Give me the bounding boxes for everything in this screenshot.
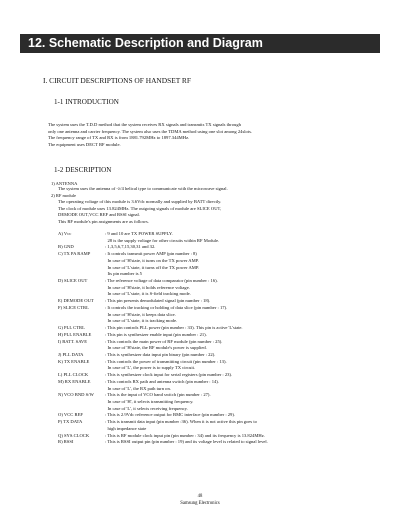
introduction-heading: 1-1 INTRODUCTION [54, 98, 119, 106]
pin-row [58, 285, 268, 292]
pin-row [58, 291, 268, 298]
pin-row [58, 379, 268, 386]
signal-name-spacer [58, 318, 105, 325]
signal-name: J) PLL DATA [58, 351, 84, 357]
pin-row [58, 258, 268, 265]
pin-row [58, 359, 268, 366]
pin-row [58, 365, 268, 372]
pin-row [58, 271, 268, 278]
signal-name: M) RX ENABLE [58, 378, 91, 384]
signal-name: E) DEMODE OUT [58, 298, 94, 304]
signal-description: : This pin presents demodulated signal (pin number : 18). [105, 298, 211, 304]
signal-name: D) SLICE OUT [58, 278, 88, 284]
pin-row [58, 345, 268, 352]
pin-row [58, 305, 268, 312]
signal-description: : This is RF module clock input pin (pin number : 34) and its frequency is 13.824MHz. [105, 432, 265, 438]
signal-description: : This is synthesizer data input pin binary (pin number : 22). [105, 351, 216, 357]
signal-name-spacer [58, 271, 105, 278]
signal-name: C) TX PA RAMP [58, 251, 91, 257]
text-line: DEMODE OUT,VCC REF and RSSI signal. [58, 212, 140, 218]
pin-row [58, 298, 268, 305]
signal-name-spacer [58, 312, 105, 319]
signal-name-spacer [58, 406, 105, 413]
signal-description: : 9 and 10 are TX POWER SUPPLY. [105, 231, 173, 236]
signal-description: : 1,3,5,6,7,15,30,31 and 32. [105, 244, 156, 250]
signal-description: In case of 'H'state, it holds reference voltage. [107, 284, 190, 290]
pin-assignment-table [58, 231, 268, 446]
signal-description: : This pin controls PLL power (pin number : 33). This pin is active 'L'state. [105, 325, 243, 331]
signal-name: N) VCO BND S/W [58, 392, 94, 398]
pin-row [58, 251, 268, 258]
signal-name-spacer [58, 365, 105, 372]
page-number: 48 [197, 494, 203, 499]
pin-row [58, 244, 268, 251]
text-line: The clock of module uses 13.824MHz. The outgoing signals of module are SLICE OUT, [58, 205, 222, 211]
signal-name-spacer [58, 345, 105, 352]
text-line: The operating voltage of this module is 3.6Vdc normally and supplied by BATT directly. [58, 199, 222, 204]
signal-name-spacer [58, 238, 105, 245]
introduction-text [48, 122, 252, 148]
signal-name: K) TX ENABLE [58, 358, 90, 364]
signal-name: L) PLL CLOCK [58, 372, 89, 378]
signal-description: : This is the input of VCO band switch (pin number : 27). [105, 392, 211, 398]
signal-name: R) RSSI [58, 439, 74, 445]
signal-description: In case of 'L'state, it is S-field tracking mode. [107, 291, 191, 297]
signal-name: Q) SYS.CLOCK [58, 432, 90, 438]
antenna-text: The system uses the antenna of -λ/4 helical type to communicate with the microwave signal. [58, 186, 228, 191]
signal-name: O) VCC REF [58, 412, 83, 418]
pin-row [58, 412, 268, 419]
text-line: only one antenna and carrier frequency. The system also uses the TDMA method using one slot among 24slots. [48, 128, 253, 134]
pin-row [58, 372, 268, 379]
pin-row [58, 419, 268, 426]
signal-description: In case of 'L'state, it turns off the TX power AMP. [107, 264, 200, 270]
pin-row [58, 352, 268, 359]
signal-description: : This controls the power of transmitting circuit (pin number : 13). [105, 358, 227, 364]
signal-description: : This controls RX path and antenna switch (pin number : 14). [105, 378, 219, 384]
signal-name: G) PLL CTRL [58, 325, 85, 331]
signal-name: B) GND [58, 244, 74, 250]
text-line: The system uses the T.D.D method that the system receives RX signals and transmits TX signals through [48, 122, 241, 127]
signal-description: : This is 2.9Vdc reference output for BMC interface (pin number : 29). [105, 412, 236, 418]
pin-row [58, 265, 268, 272]
signal-name: A) Vcc [58, 231, 72, 236]
pin-row [58, 238, 268, 245]
signal-name-spacer [58, 265, 105, 272]
signal-name: P) TX DATA [58, 419, 83, 425]
signal-description: In case of 'L', the RX path turn on. [107, 385, 171, 391]
signal-description: high impedance state [107, 425, 147, 431]
signal-description: 28 is the supply voltage for other circuits within RF Module. [107, 237, 220, 243]
pin-row [58, 433, 268, 440]
signal-description: : It controls the tracking or holding of data slice (pin number : 17). [105, 304, 228, 310]
pin-row [58, 278, 268, 285]
pin-row [58, 399, 268, 406]
signal-name: H) PLL ENABLE [58, 331, 92, 337]
pin-row [58, 339, 268, 346]
signal-name: F) SLICE CTRL [58, 304, 89, 310]
footer-company: Samsung Electronics [180, 501, 220, 506]
signal-description: Its pin number is 5 [107, 271, 142, 277]
antenna-title: 1) ANTENNA [51, 181, 78, 186]
signal-description: : This pin is synthesizer enable input (pin number : 21). [105, 331, 207, 337]
signal-description: In case of 'L', it selects receiving frequency. [107, 405, 188, 411]
pin-row [58, 312, 268, 319]
pin-row [58, 325, 268, 332]
pin-row [58, 231, 268, 238]
signal-description: : This controls the main power of RF module (pin number : 25). [105, 338, 223, 344]
signal-name-spacer [58, 285, 105, 292]
pin-row [58, 439, 268, 446]
pin-row [58, 426, 268, 433]
text-line: The frequency range of TX and RX is from 1881.792MHz to 1897.344MHz. [48, 135, 190, 141]
pin-row [58, 392, 268, 399]
pin-row [58, 406, 268, 413]
signal-name-spacer [58, 258, 105, 265]
text-line: The equipment uses DECT RF module. [48, 141, 121, 147]
signal-description: : It controls transmit power AMP (pin number : 8) [105, 251, 197, 257]
signal-description: : This is synthesizer clock input for serial registers (pin number : 23). [105, 372, 233, 378]
signal-name-spacer [58, 399, 105, 406]
signal-description: In case of 'H'state, it turns on the TX power AMP. [107, 257, 199, 263]
pin-assignment-intro: This RF module's pin assignments are as follows. [58, 219, 149, 224]
signal-description: In case of 'H', it selects transmitting frequency. [107, 398, 194, 404]
rf-module-title: 2) RF module [51, 193, 77, 198]
signal-description: In case of 'H'state, it keeps data slice. [107, 311, 176, 317]
signal-description: In case of 'H'state, the RF module's power is supplied. [107, 345, 207, 351]
title-banner [20, 34, 380, 53]
signal-description: : The reference voltage of data comparator (pin number : 16). [105, 278, 218, 284]
signal-description: In case of 'L'state, it is tracking mode. [107, 318, 178, 324]
description-heading: 1-2 DESCRIPTION [54, 166, 112, 174]
signal-description: In case of 'L', the power is to supply TX circuit. [107, 365, 196, 371]
signal-name: I) BATT. SAVE [58, 338, 88, 344]
signal-name-spacer [58, 291, 105, 298]
page-title: 12. Schematic Description and Diagram [28, 36, 263, 50]
signal-description: : This is transmit data input (pin number :36). When it is not active this pin goes to [105, 419, 257, 425]
pin-row [58, 332, 268, 339]
signal-description: : This is RSSI output pin (pin number : 19) and its voltage level is related to signal level. [105, 439, 268, 445]
pin-row [58, 318, 268, 325]
pin-row [58, 386, 268, 393]
rf-module-text [58, 199, 221, 219]
signal-name-spacer [58, 426, 105, 433]
signal-name-spacer [58, 386, 105, 393]
section-heading: I. CIRCUIT DESCRIPTIONS OF HANDSET RF [43, 76, 191, 85]
